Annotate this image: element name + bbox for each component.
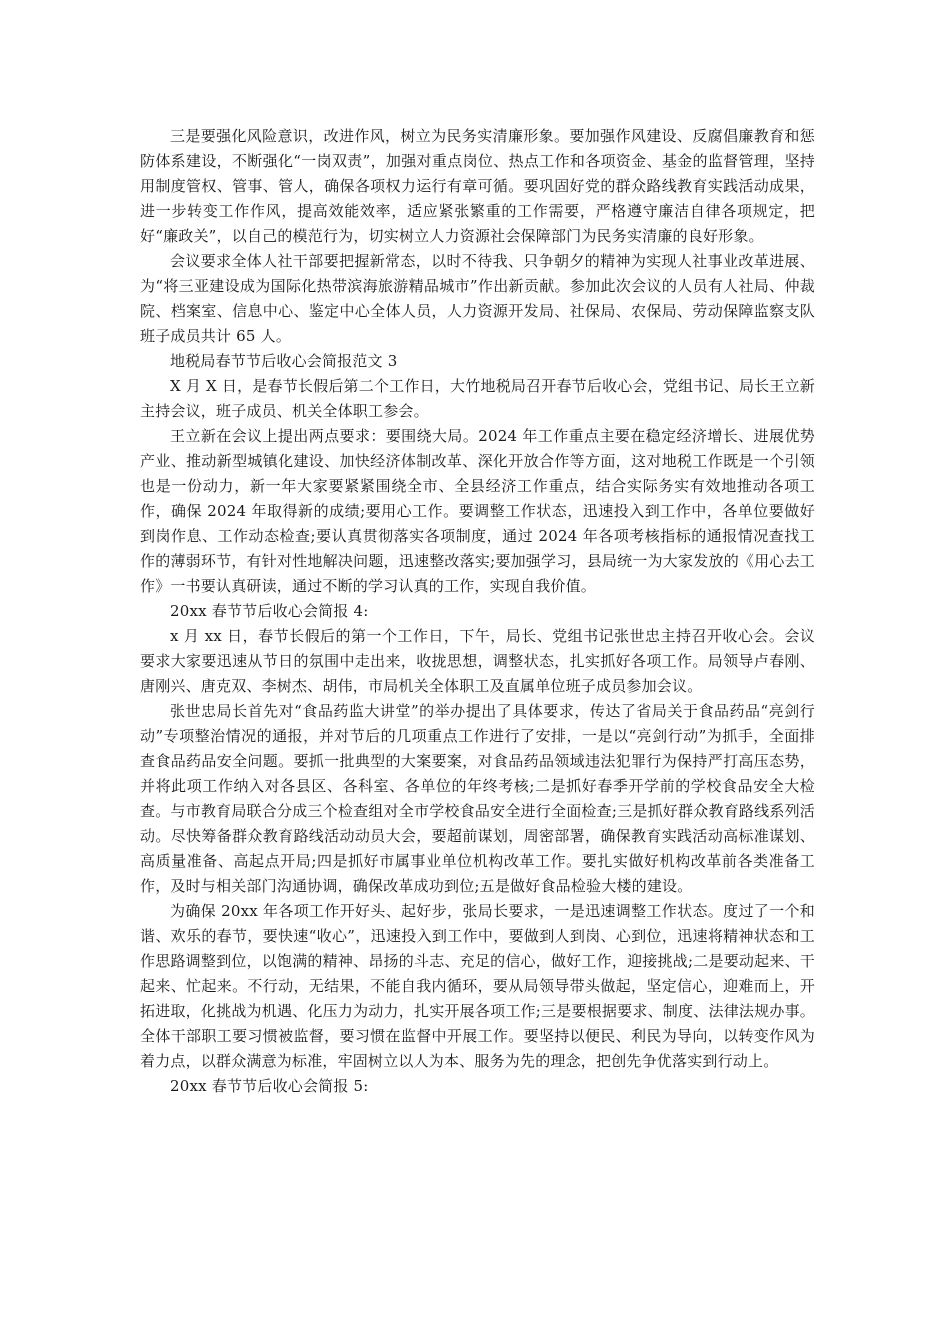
paragraph-sample-4-tasks: 张世忠局长首先对“食品药监大讲堂”的举办提出了具体要求，传达了省局关于食品药品“亮剑行动”专项整治情况的通报，并对节后的几项重点工作进行了安排，一是以“亮剑行动”为抓手，全面排查食品药品安全问题。要抓一批典型的大案要案，对食品药品领域违法犯罪行为保持严打高压态势，并将此项工作纳入对各县区、各科室、各单位的年终考核;二是抓好春季开学前的学校食品安全大检查。与市教育局联合分成三个检查组对全市学校食品安全进行全面检查;三是抓好群众教育路线系列活动。尽快筹备群众教育路线活动动员大会，要超前谋划，周密部署，确保教育实践活动高标准谋划、高质量准备、高起点开局;四是抓好市属事业单位机构改革工作。要扎实做好机构改革前各类准备工作，及时与相关部门沟通协调，确保改革成功到位;五是做好食品检验大楼的建设。	[140, 702, 815, 895]
heading-sample-5: 20xx 春节节后收心会简报 5:	[170, 1077, 369, 1095]
heading-sample-4: 20xx 春节节后收心会简报 4:	[170, 602, 369, 620]
paragraph-sample-3-intro: X 月 X 日，是春节长假后第二个工作日，大竹地税局召开春节后收心会，党组书记、局长王立新主持会议，班子成员、机关全体职工参会。	[140, 377, 815, 420]
document-body	[140, 124, 815, 1099]
paragraph-risk-awareness: 三是要强化风险意识，改进作风，树立为民务实清廉形象。要加强作风建设、反腐倡廉教育和惩防体系建设，不断强化“一岗双责”，加强对重点岗位、热点工作和各项资金、基金的监督管理，坚持用制度管权、管事、管人，确保各项权力运行有章可循。要巩固好党的群众路线教育实践活动成果，进一步转变工作作风，提高效能效率，适应紧张繁重的工作需要，严格遵守廉洁自律各项规定，把好“廉政关”，以自己的模范行为，切实树立人力资源社会保障部门为民务实清廉的良好形象。	[140, 127, 815, 245]
paragraph-meeting-requirements: 会议要求全体人社干部要把握新常态，以时不待我、只争朝夕的精神为实现人社事业改革进展、为“将三亚建设成为国际化热带滨海旅游精品城市”作出新贡献。参加此次会议的人员有人社局、仲裁院、档案室、信息中心、鉴定中心全体人员，人力资源开发局、社保局、农保局、劳动保障监察支队班子成员共计 65 人。	[140, 252, 815, 345]
heading-sample-3: 地税局春节节后收心会简报范文 3	[170, 352, 398, 370]
paragraph-sample-4-intro: x 月 xx 日，春节长假后的第一个工作日，下午，局长、党组书记张世忠主持召开收心会。会议要求大家要迅速从节日的氛围中走出来，收拢思想，调整状态，扎实抓好各项工作。局领导卢春刚、唐刚兴、唐克双、李树杰、胡伟，市局机关全体职工及直属单位班子成员参加会议。	[140, 627, 815, 695]
paragraph-sample-4-goals: 为确保 20xx 年各项工作开好头、起好步，张局长要求，一是迅速调整工作状态。度过了一个和谐、欢乐的春节，要快速“收心”，迅速投入到工作中，要做到人到岗、心到位，迅速将精神状态和工作思路调整到位，以饱满的精神、昂扬的斗志、充足的信心，做好工作，迎接挑战;二是要动起来、干起来、忙起来。不行动，无结果，不能自我内循环，要从局领导带头做起，坚定信心，迎难而上，开拓进取，化挑战为机遇、化压力为动力，扎实开展各项工作;三是要根据要求、制度、法律法规办事。全体干部职工要习惯被监督，要习惯在监督中开展工作。要坚持以便民、利民为导向，以转变作风为着力点，以群众满意为标准，牢固树立以人为本、服务为先的理念，把创先争优落实到行动上。	[140, 902, 815, 1070]
paragraph-sample-3-requirements: 王立新在会议上提出两点要求：要围绕大局。2024 年工作重点主要在稳定经济增长、进展优势产业、推动新型城镇化建设、加快经济体制改革、深化开放合作等方面，这对地税工作既是一个引领也是一份动力，新一年大家要紧紧围绕全市、全县经济工作重点，结合实际务实有效地推动各项工作，确保 2024 年取得新的成绩;要用心工作。要调整工作状态，迅速投入到工作中，各单位要做好到岗作息、工作动态检查;要认真贯彻落实各项制度，通过 2024 年各项考核指标的通报情况查找工作的薄弱环节，有针对性地解决问题，迅速整改落实;要加强学习，县局统一为大家发放的《用心去工作》一书要认真研读，通过不断的学习认真的工作，实现自我价值。	[140, 427, 815, 595]
